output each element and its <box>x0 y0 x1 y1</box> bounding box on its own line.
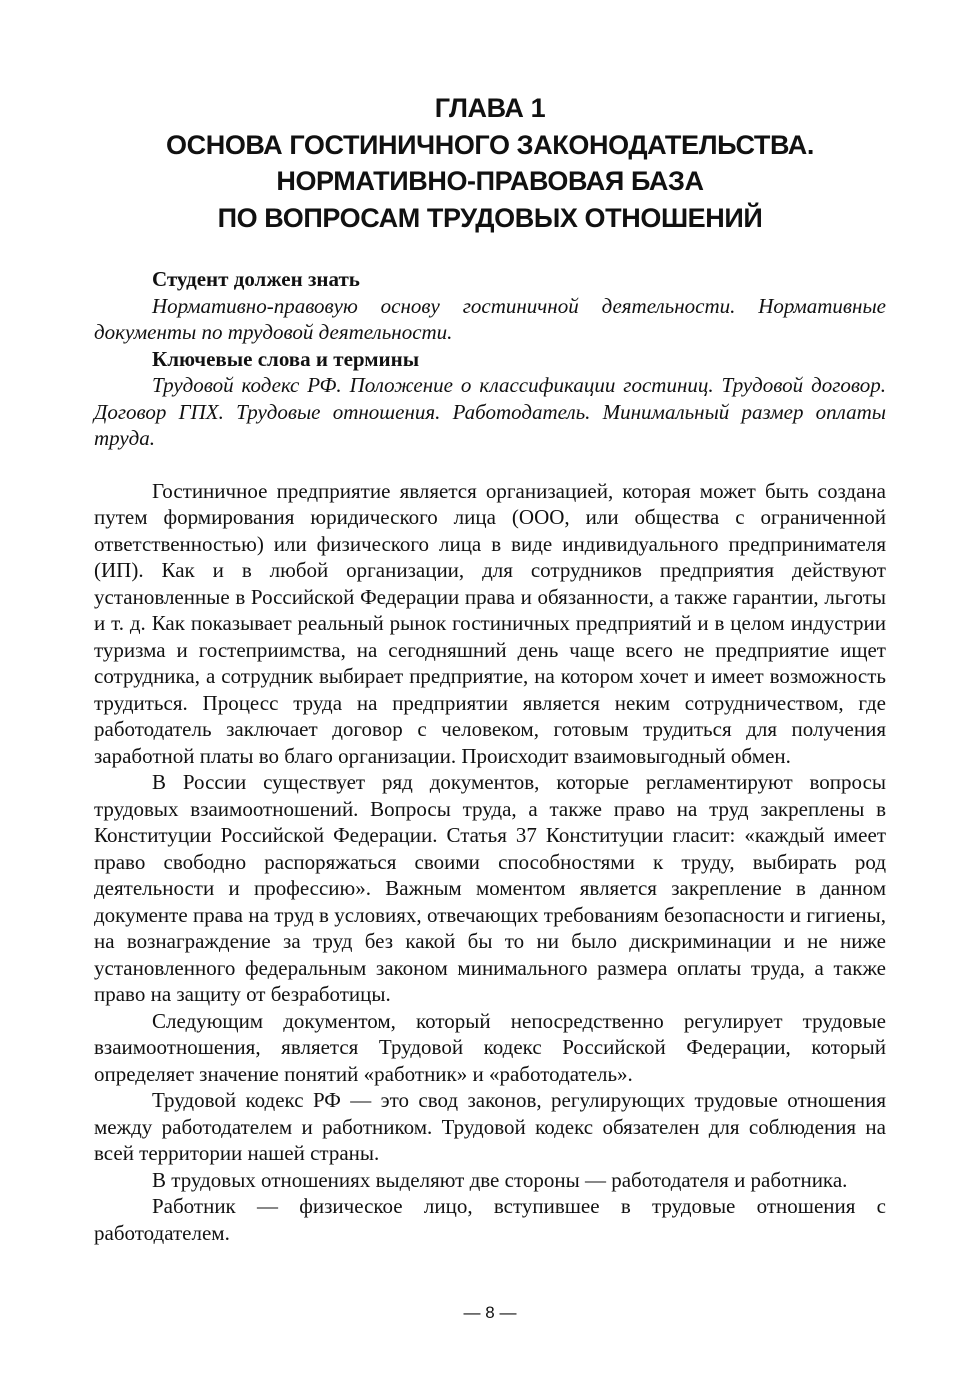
chapter-intro <box>94 266 886 452</box>
paragraph: В трудовых отношениях выделяют две стороны — работодателя и работника. <box>152 1167 848 1192</box>
page-number: — 8 — <box>463 1303 517 1322</box>
chapter-title-line-1: ОСНОВА ГОСТИНИЧНОГО ЗАКОНОДАТЕЛЬСТВА. <box>166 129 814 160</box>
body-text <box>94 478 886 1247</box>
chapter-heading <box>94 90 886 236</box>
paragraph: Следующим документом, который непосредственно регулирует трудовые взаимоотношения, является Трудовой кодекс Российской Федерации, который определяет значение понятий «работник» и «работодатель». <box>94 1008 886 1086</box>
paragraph: Трудовой кодекс РФ — это свод законов, регулирующих трудовые отношения между работодателем и работником. Трудовой кодекс обязателен для соблюдения на всей территории нашей страны. <box>94 1088 886 1165</box>
keywords-label: Ключевые слова и термины <box>152 346 420 371</box>
paragraph: Работник — физическое лицо, вступившее в трудовые отношения с работодателем. <box>94 1194 886 1245</box>
keywords-text: Трудовой кодекс РФ. Положение о классификации гостиниц. Трудовой договор. Договор ГПХ. Трудовые отношения. Работодатель. Минимальный размер оплаты труда. <box>94 373 886 450</box>
paragraph: Гостиничное предприятие является организацией, которая может быть создана путем формирования юридического лица (ООО, или общества с ограниченной ответственностью) или физического лица в виде индивидуального предпринимателя (ИП). Как и в любой организации, для сотрудников предприятия действуют установленные в Российской Федерации права и обязанности, а также гарантии, льготы и т. д. Как показывает реальный рынок гостиничных предприятий и в целом индустрии туризма и гостеприимства, на сегодняшний день чаще всего не предприятие ищет сотрудника, а сотрудник выбирает предприятие, на котором хочет и имеет возможность трудиться. Процесс труда на предприятии является неким сотрудничеством, где работодатель заключает договор с человеком, готовым трудиться для получения заработной платы во благо организации. Происходит взаимовыгодный обмен. <box>94 478 886 768</box>
student-should-know-text: Нормативно-правовую основу гостиничной деятельности. Нормативные документы по трудовой деятельности. <box>94 293 886 344</box>
chapter-number: ГЛАВА 1 <box>434 93 546 123</box>
paragraph: В России существует ряд документов, которые регламентируют вопросы трудовых взаимоотношений. Вопросы труда, а также право на труд закреплены в Конституции Российской Федерации. Статья 37 Конституции гласит: «каждый имеет право свободно распоряжаться своими способностями к труду, выбирать род деятельности и профессию». Важным моментом является закрепление в данном документе права на труд в условиях, отвечающих требованиям безопасности и гигиены, на вознаграждение за труд без какой бы то ни было дискриминации и не ниже установленного федеральным законом минимального размера оплаты труда, а также право на защиту от безработицы. <box>94 770 886 1006</box>
chapter-title-line-3: ПО ВОПРОСАМ ТРУДОВЫХ ОТНОШЕНИЙ <box>217 202 763 233</box>
chapter-title-line-2: НОРМАТИВНО-ПРАВОВАЯ БАЗА <box>276 166 704 196</box>
student-should-know-label: Студент должен знать <box>152 267 360 291</box>
